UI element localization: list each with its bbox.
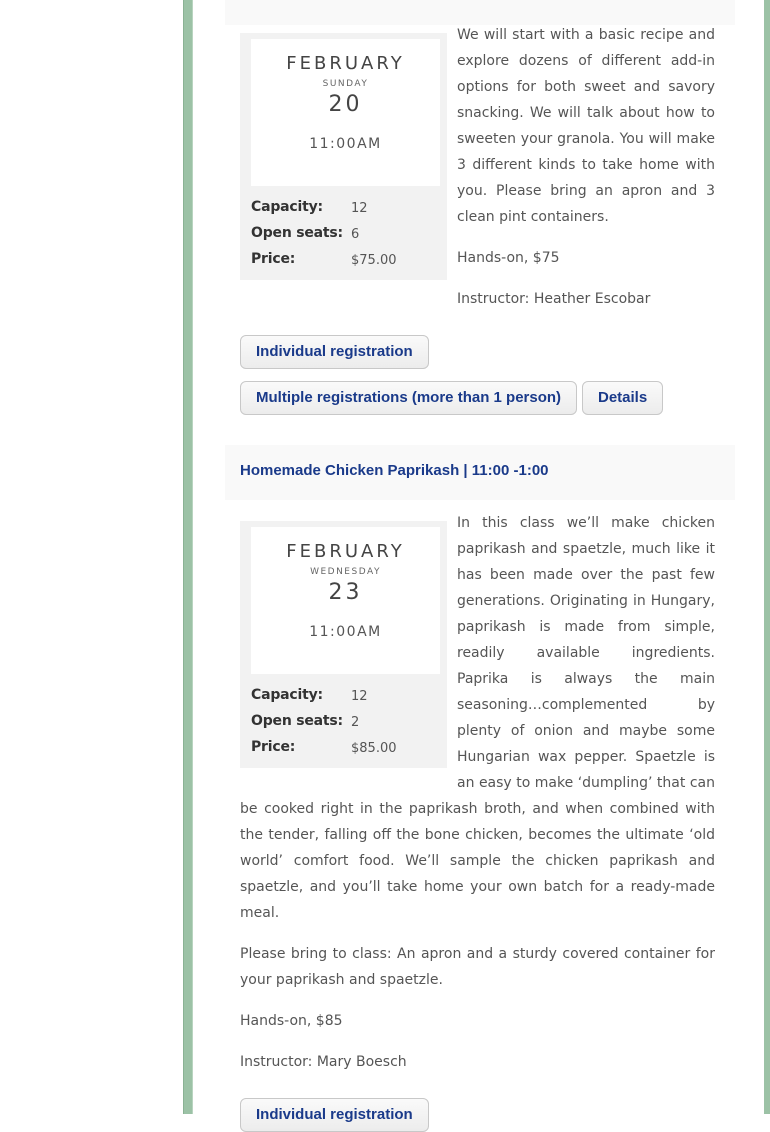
price-label: Price: — [251, 739, 296, 755]
event-date-box — [240, 33, 447, 280]
event-description: We will start with a basic recipe and explore dozens of different add-in options for both sweet and savory snacking. We will talk about how to sweeten your granola. You will make 3 different kinds to take home with you. Please bring an apron and 3 clean pint containers. — [457, 27, 715, 225]
event-instructor: Instructor: Mary Boesch — [240, 1054, 407, 1070]
event-weekday: SUNDAY — [322, 79, 369, 89]
event-description: In this class we’ll make chicken paprikash and spaetzle, much like it has been made over the past few generations. Originating in Hungary, paprikash is made from simple, readily available ingredients. Paprika is always the main seasoning…complemented by plenty of onion and maybe some Hungarian wax pepper. Spaetzle is an easy to make ‘dumpling’ that can be cooked right in the paprikash broth, and when combined with the tender, falling off the bone chicken, becomes the ultimate ‘old world’ comfort food. We’ll sample the chicken paprikash and spaetzle, and you’ll take home your own batch for a ready-made meal. — [240, 515, 715, 921]
individual-registration-button[interactable]: Individual registration — [240, 1098, 429, 1132]
open-seats-label: Open seats: — [251, 713, 343, 729]
page-left-border — [183, 0, 193, 1114]
event-month: FEBRUARY — [286, 541, 405, 562]
event-format-price: Hands-on, $75 — [457, 250, 560, 266]
open-seats-value: 2 — [351, 715, 360, 730]
event-format-price: Hands-on, $85 — [240, 1013, 343, 1029]
capacity-value: 12 — [351, 201, 368, 216]
capacity-value: 12 — [351, 689, 368, 704]
capacity-label: Capacity: — [251, 199, 323, 215]
event-instructor: Instructor: Heather Escobar — [457, 291, 651, 307]
page-right-border — [764, 0, 770, 1114]
multiple-registrations-button[interactable]: Multiple registrations (more than 1 person) — [240, 381, 577, 415]
event-time: 11:00AM — [309, 136, 382, 152]
price-label: Price: — [251, 251, 296, 267]
event-month: FEBRUARY — [286, 53, 405, 74]
open-seats-value: 6 — [351, 227, 360, 242]
event-description-wrap — [240, 510, 715, 926]
date-card — [251, 39, 440, 186]
price-value: $85.00 — [351, 741, 397, 756]
individual-registration-button[interactable]: Individual registration — [240, 335, 429, 369]
capacity-label: Capacity: — [251, 687, 323, 703]
open-seats-label: Open seats: — [251, 225, 343, 241]
class-title-link[interactable]: Homemade Chicken Paprikash | 11:00 -1:00 — [240, 462, 549, 479]
event-time: 11:00AM — [309, 624, 382, 640]
event-day: 20 — [328, 92, 363, 117]
details-button[interactable]: Details — [582, 381, 663, 415]
event-day: 23 — [328, 580, 363, 605]
event-weekday: WEDNESDAY — [310, 567, 381, 577]
price-value: $75.00 — [351, 253, 397, 268]
bring-to-class-note: Please bring to class: An apron and a sturdy covered container for your paprikash and spaetzle. — [240, 946, 715, 988]
